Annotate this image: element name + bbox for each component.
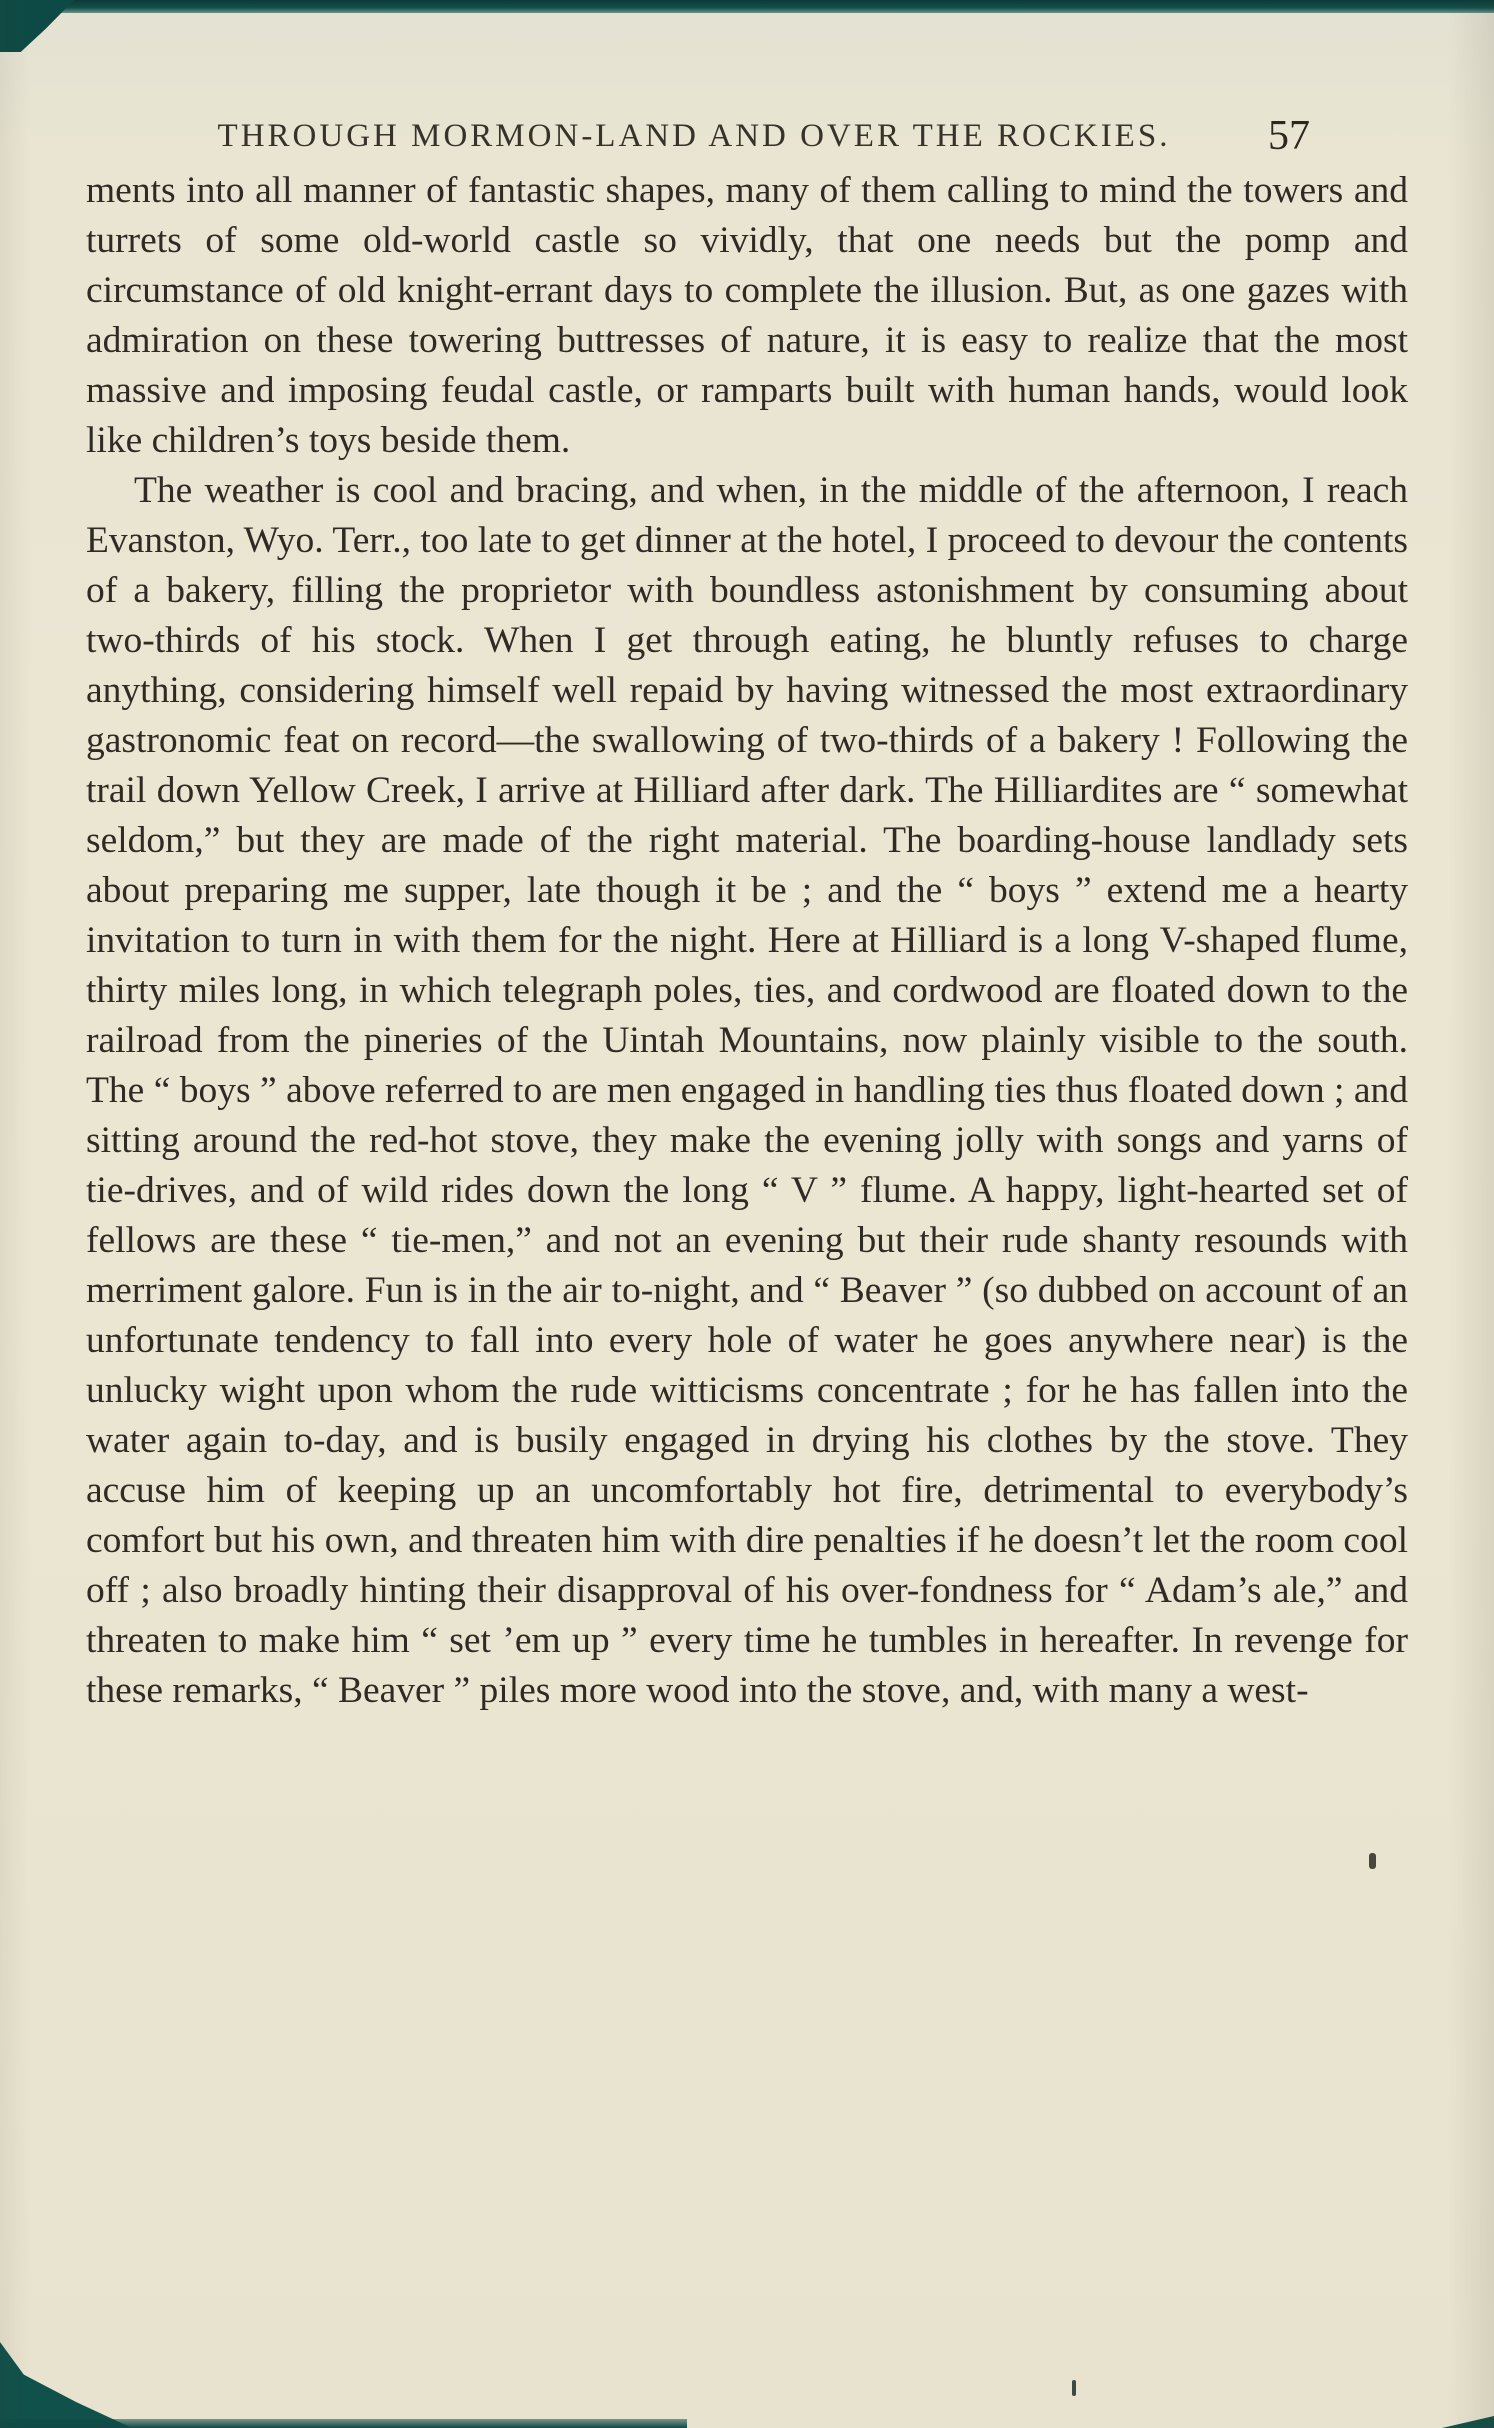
bottom-right-corner-scan-artifact [1442,2416,1494,2428]
page-text-block [86,166,1408,1716]
bottom-left-corner-scan-artifact [0,2342,132,2428]
page-edge-shadow [0,0,30,2428]
chapter-running-title: THROUGH MORMON-LAND AND OVER THE ROCKIES. [217,118,1171,154]
paragraph: ments into all manner of fantastic shapes, many of them calling to mind the towers and turrets of some old-world castle so vividly, that one needs but the pomp and circumstance of old knight-errant days to complete the illusion. But, as one gazes with admiration on these towering buttresses of nature, it is easy to realize that the most massive and imposing feudal castle, or ramparts built with human hands, would look like children’s toys beside them. [86,170,1408,461]
ink-speck [1072,2380,1076,2396]
paragraph: The weather is cool and bracing, and when, in the middle of the afternoon, I reach Evanston, Wyo. Terr., too late to get dinner at the hotel, I proceed to devour the contents of a bakery, filling the proprietor with boundless astonishment by consuming about two-thirds of his stock. When I get through eating, he bluntly refuses to charge anything, considering himself well repaid by having witnessed the most extraordinary gastronomic feat on record—the swallowing of two-thirds of a bakery ! Following the trail down Yellow Creek, I arrive at Hilliard after dark. The Hilliardites are “ somewhat seldom,” but they are made of the right material. The boarding-house landlady sets about preparing me supper, late though it be ; and the “ boys ” extend me a hearty invitation to turn in with them for the night. Here at Hilliard is a long V-shaped flume, thirty miles long, in which telegraph poles, ties, and cordwood are floated down to the railroad from the pineries of the Uintah Mountains, now plainly visible to the south. The “ boys ” above referred to are men engaged in handling ties thus floated down ; and sitting around the red-hot stove, they make the evening jolly with songs and yarns of tie-drives, and of wild rides down the long “ V ” flume. A happy, light-hearted set of fellows are these “ tie-men,” and not an evening but their rude shanty resounds with merriment galore. Fun is in the air to-night, and “ Beaver ” (so dubbed on account of an unfortunate tendency to fall into every hole of water he goes anywhere near) is the unlucky wight upon whom the rude witticisms concentrate ; for he has fallen into the water again to-day, and is busily engaged in drying his clothes by the stove. They accuse him of keeping up an uncomfortably hot fire, detrimental to everybody’s comfort but his own, and threaten him with dire penalties if he doesn’t let the room cool off ; also broadly hinting their disapproval of his over-fondness for “ Adam’s ale,” and threaten to make him “ set ’em up ” every time he tumbles in hereafter. In revenge for these remarks, “ Beaver ” piles more wood into the stove, and, with many a west- [86,470,1408,1711]
top-left-corner-scan-artifact [0,0,74,52]
ink-speck [1369,1853,1376,1869]
top-edge-scan-artifact [0,0,1494,13]
bottom-edge-scan-artifact [0,2419,687,2428]
page-edge-shadow [1448,0,1494,2428]
running-header [110,113,1398,172]
page-number: 57 [1268,113,1310,159]
